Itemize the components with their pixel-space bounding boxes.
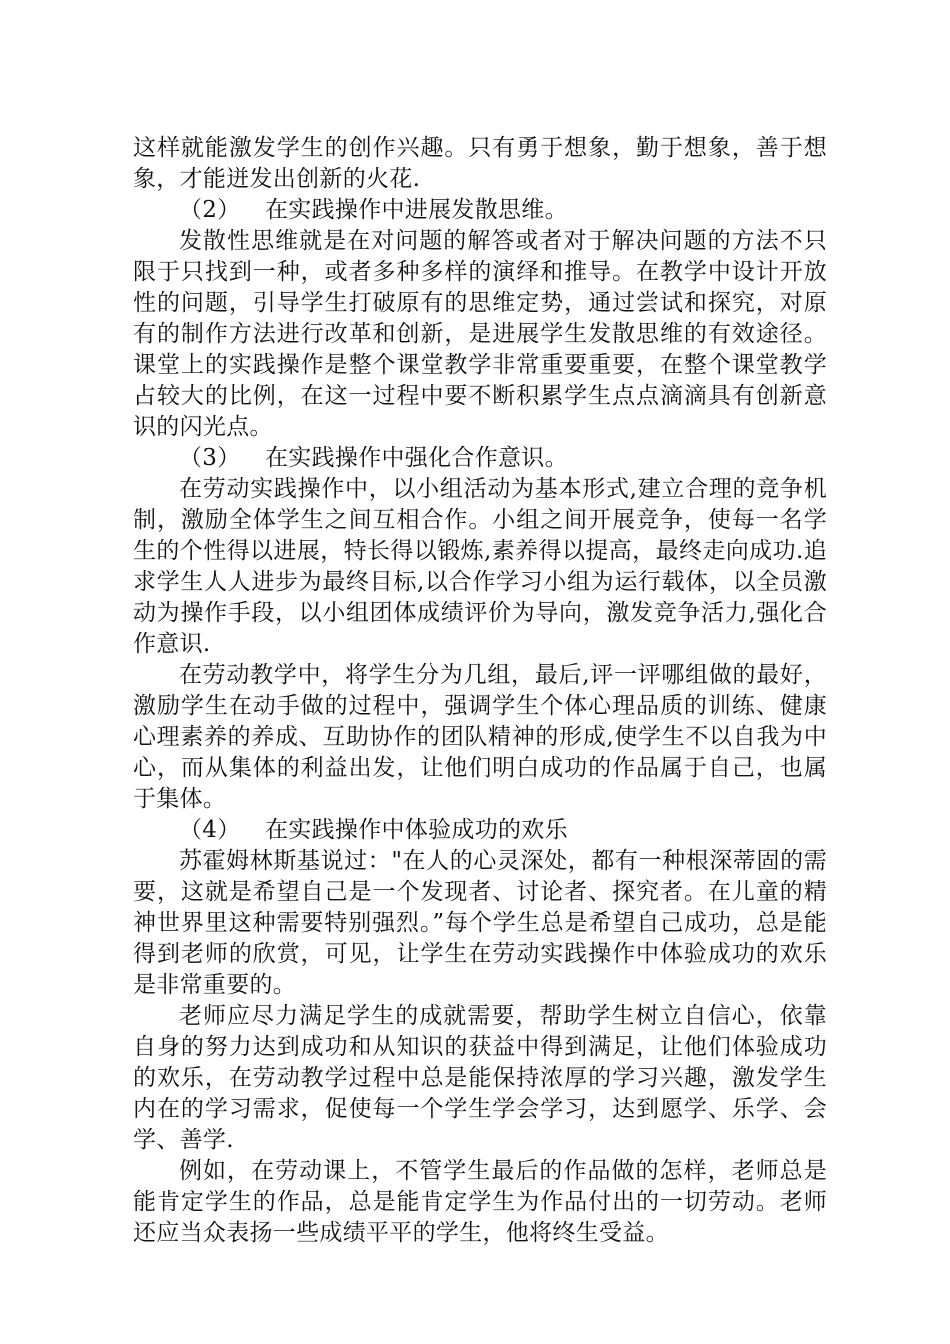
paragraph: 老师应尽力满足学生的成就需要，帮助学生树立自信心，依靠自身的努力达到成功和从知识的获益中得到满足，让他们体验成功的欢乐，在劳动教学过程中总是能保持浓厚的学习兴趣，激发学生内在的学习需求，促使每一个学生学会学习，达到愿学、乐学、会学、善学. (133, 1003, 827, 1153)
section-heading-4 (133, 815, 827, 846)
paragraph: 在劳动教学中，将学生分为几组，最后,评一评哪组做的最好，激励学生在动手做的过程中，强调学生个体心理品质的训练、健康心理素养的养成、互助协作的团队精神的形成,使学生不以自我为中心，而从集体的利益出发，让他们明白成功的作品属于自己，也属于集体。 (133, 662, 827, 812)
heading-text: 在实践操作中强化合作意识。 (265, 445, 568, 471)
heading-text: 在实践操作中进展发散思维。 (265, 197, 568, 223)
heading-number: （3） (179, 445, 241, 471)
paragraph: 发散性思维就是在对问题的解答或者对于解决问题的方法不只限于只找到一种，或者多种多样的演绎和推导。在教学中设计开放性的问题，引导学生打破原有的思维定势，通过尝试和探究，对原有的制作方法进行改革和创新，是进展学生发散思维的有效途径。课堂上的实践操作是整个课堂教学非常重要重要，在整个课堂教学占较大的比例，在这一过程中要不断积累学生点点滴滴具有创新意识的闪光点。 (133, 228, 827, 440)
heading-number: （4） (179, 817, 241, 843)
section-heading-2 (133, 195, 827, 226)
paragraph: 在劳动实践操作中，以小组活动为基本形式,建立合理的竞争机制，激励全体学生之间互相合作。小组之间开展竞争，使每一名学生的个性得以进展，特长得以锻炼,素养得以提高，最终走向成功.追求学生人人进步为最终目标,以合作学习小组为运行载体，以全员激动为操作手段，以小组团体成绩评价为导向，激发竞争活力,强化合作意识. (133, 476, 827, 657)
paragraph: 例如，在劳动课上，不管学生最后的作品做的怎样，老师总是能肯定学生的作品，总是能肯定学生为作品付出的一切劳动。老师还应当众表扬一些成绩平平的学生，他将终生受益。 (133, 1158, 827, 1246)
heading-number: （2） (179, 197, 241, 223)
heading-text: 在实践操作中体验成功的欢乐 (265, 817, 568, 843)
document-body (133, 133, 827, 1249)
paragraph: 苏霍姆林斯基说过："在人的心灵深处，都有一种根深蒂固的需要，这就是希望自己是一个发现者、讨论者、探究者。在儿童的精神世界里这种需要特别强烈。”每个学生总是希望自己成功，总是能得到老师的欣赏，可见，让学生在劳动实践操作中体验成功的欢乐是非常重要的。 (133, 848, 827, 998)
paragraph-continuation: 这样就能激发学生的创作兴趣。只有勇于想象，勤于想象，善于想象，才能迸发出创新的火花. (133, 135, 827, 192)
section-heading-3 (133, 443, 827, 474)
